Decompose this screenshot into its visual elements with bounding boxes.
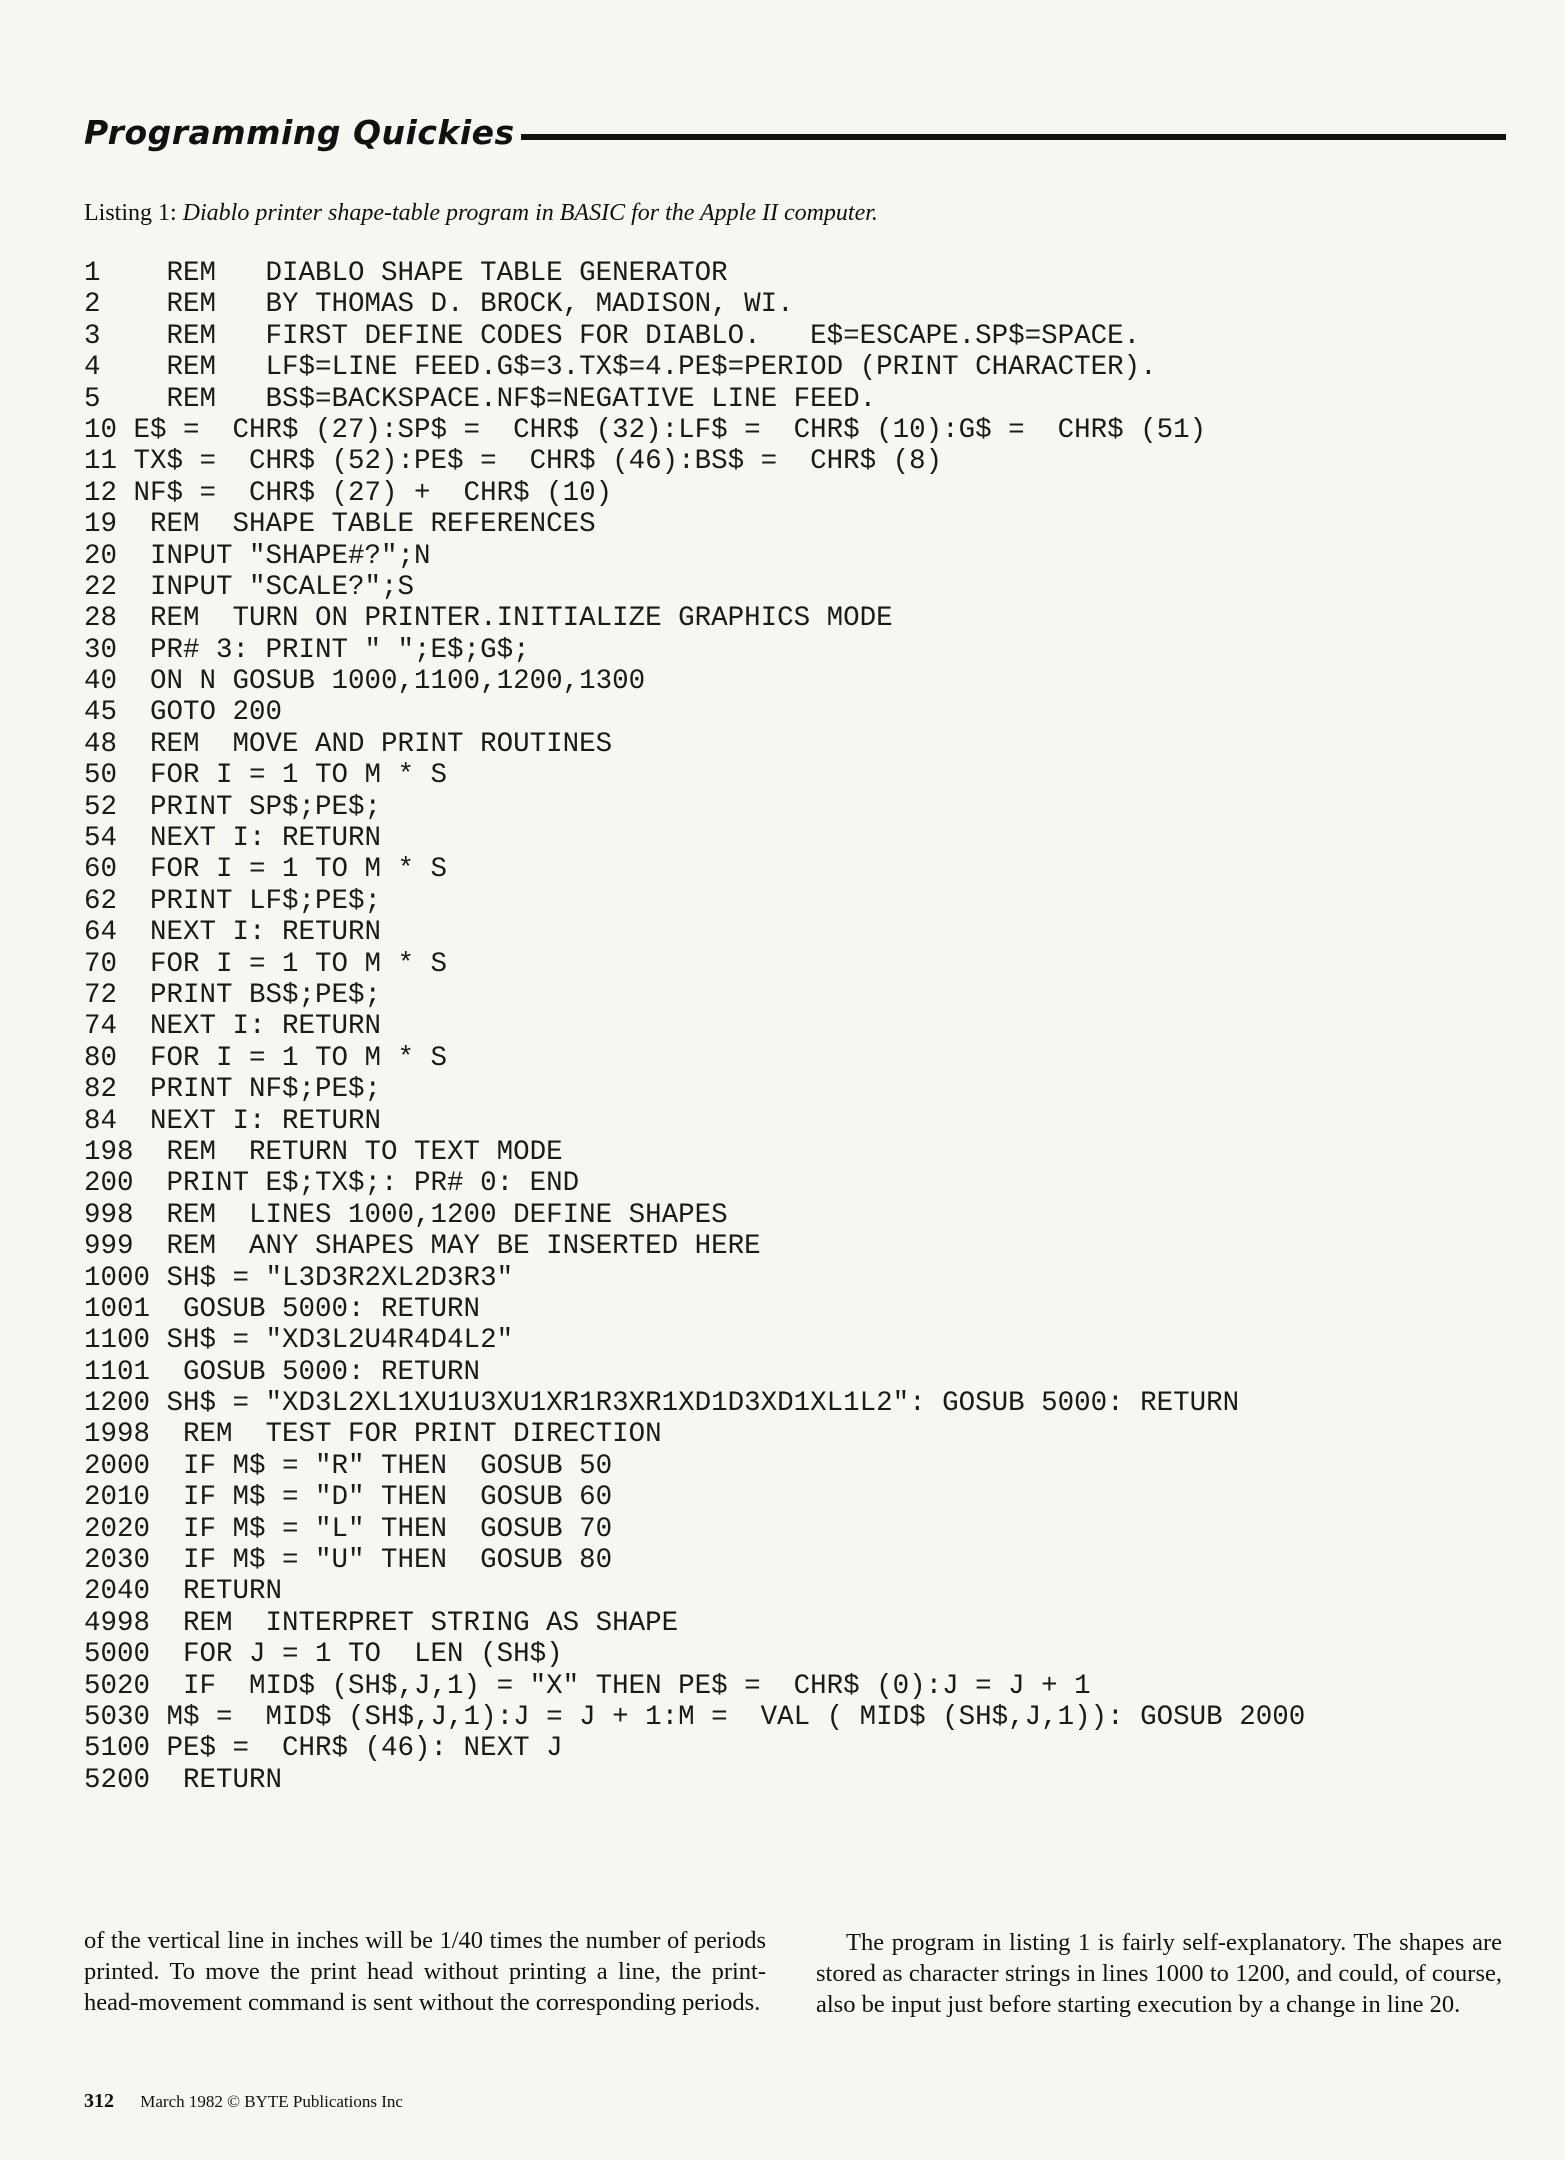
code-line: 1100 SH$ = "XD3L2U4R4D4L2" [84, 1325, 514, 1357]
code-line: 1200 SH$ = "XD3L2XL1XU1U3XU1XR1R3XR1XD1D3XD1XL1L2": GOSUB 5000: RETURN [84, 1388, 1240, 1420]
code-line: 5030 M$ = MID$ (SH$,J,1):J = J + 1:M = VAL ( MID$ (SH$,J,1)): GOSUB 2000 [84, 1701, 1306, 1733]
code-line: 1000 SH$ = "L3D3R2XL2D3R3" [84, 1262, 514, 1294]
listing-caption [84, 200, 878, 227]
section-header [84, 110, 1506, 154]
body-text-right: The program in listing 1 is fairly self-explanatory. The shapes are stored as character strings in lines 1000 to 1200, and could, of course, also be input just before starting execution by a change in line 20. [816, 1929, 1502, 2018]
code-line: 1001 GOSUB 5000: RETURN [84, 1293, 481, 1325]
code-line: 52 PRINT SP$;PE$; [84, 791, 382, 823]
code-line: 4998 REM INTERPRET STRING AS SHAPE [84, 1607, 679, 1639]
code-line: 70 FOR I = 1 TO M * S [84, 948, 448, 980]
code-line: 19 REM SHAPE TABLE REFERENCES [84, 509, 596, 541]
section-title: Programming Quickies [84, 112, 515, 152]
code-line: 20 INPUT "SHAPE#?";N [84, 540, 431, 572]
code-line: 74 NEXT I: RETURN [84, 1011, 382, 1043]
code-line: 5000 FOR J = 1 TO LEN (SH$) [84, 1639, 563, 1671]
code-line: 12 NF$ = CHR$ (27) + CHR$ (10) [84, 477, 613, 509]
code-line: 2 REM BY THOMAS D. BROCK, MADISON, WI. [84, 289, 794, 321]
footer-credit: March 1982 © BYTE Publications Inc [140, 2092, 403, 2111]
code-line: 2010 IF M$ = "D" THEN GOSUB 60 [84, 1482, 613, 1514]
code-line: 1101 GOSUB 5000: RETURN [84, 1356, 481, 1388]
code-line: 10 E$ = CHR$ (27):SP$ = CHR$ (32):LF$ = CHR$ (10):G$ = CHR$ (51) [84, 414, 1207, 446]
code-line: 2000 IF M$ = "R" THEN GOSUB 50 [84, 1450, 613, 1482]
page-number: 312 [84, 2090, 114, 2112]
code-line: 2020 IF M$ = "L" THEN GOSUB 70 [84, 1513, 613, 1545]
code-line: 200 PRINT E$;TX$;: PR# 0: END [84, 1168, 580, 1200]
listing-caption-label: Listing 1: [84, 200, 177, 226]
code-line: 54 NEXT I: RETURN [84, 823, 382, 855]
code-listing [84, 258, 1514, 1796]
code-line: 3 REM FIRST DEFINE CODES FOR DIABLO. E$=ESCAPE.SP$=SPACE. [84, 320, 1141, 352]
code-line: 45 GOTO 200 [84, 697, 283, 729]
code-line: 5020 IF MID$ (SH$,J,1) = "X" THEN PE$ = CHR$ (0):J = J + 1 [84, 1670, 1091, 1702]
code-line: 5100 PE$ = CHR$ (46): NEXT J [84, 1733, 563, 1765]
code-line: 60 FOR I = 1 TO M * S [84, 854, 448, 886]
code-line: 84 NEXT I: RETURN [84, 1105, 382, 1137]
code-line: 50 FOR I = 1 TO M * S [84, 760, 448, 792]
code-line: 80 FOR I = 1 TO M * S [84, 1042, 448, 1074]
code-line: 5 REM BS$=BACKSPACE.NF$=NEGATIVE LINE FEED. [84, 383, 877, 415]
code-line: 40 ON N GOSUB 1000,1100,1200,1300 [84, 666, 646, 698]
code-line: 5200 RETURN [84, 1764, 283, 1796]
code-line: 64 NEXT I: RETURN [84, 917, 382, 949]
code-line: 22 INPUT "SCALE?";S [84, 571, 415, 603]
code-line: 28 REM TURN ON PRINTER.INITIALIZE GRAPHICS MODE [84, 603, 893, 635]
code-line: 62 PRINT LF$;PE$; [84, 885, 382, 917]
code-line: 30 PR# 3: PRINT " ";E$;G$; [84, 634, 530, 666]
code-line: 198 REM RETURN TO TEXT MODE [84, 1136, 563, 1168]
page-footer [84, 2090, 403, 2113]
listing-caption-text: Diablo printer shape-table program in BASIC for the Apple II computer. [182, 200, 878, 226]
code-line: 82 PRINT NF$;PE$; [84, 1074, 382, 1106]
code-line: 1 REM DIABLO SHAPE TABLE GENERATOR [84, 258, 728, 289]
code-line: 998 REM LINES 1000,1200 DEFINE SHAPES [84, 1199, 728, 1231]
code-line: 1998 REM TEST FOR PRINT DIRECTION [84, 1419, 662, 1451]
body-text-left: of the vertical line in inches will be 1/40 times the number of periods printed. To move the print head without printing a line, the print-head-movement command is sent without the corresponding periods. [84, 1927, 766, 2016]
code-line: 2040 RETURN [84, 1576, 283, 1608]
code-line: 72 PRINT BS$;PE$; [84, 979, 382, 1011]
code-line: 4 REM LF$=LINE FEED.G$=3.TX$=4.PE$=PERIOD (PRINT CHARACTER). [84, 352, 1157, 384]
header-rule [521, 134, 1506, 140]
code-line: 999 REM ANY SHAPES MAY BE INSERTED HERE [84, 1231, 761, 1263]
code-line: 2030 IF M$ = "U" THEN GOSUB 80 [84, 1545, 613, 1577]
code-line: 11 TX$ = CHR$ (52):PE$ = CHR$ (46):BS$ = CHR$ (8) [84, 446, 943, 478]
code-line: 48 REM MOVE AND PRINT ROUTINES [84, 728, 613, 760]
